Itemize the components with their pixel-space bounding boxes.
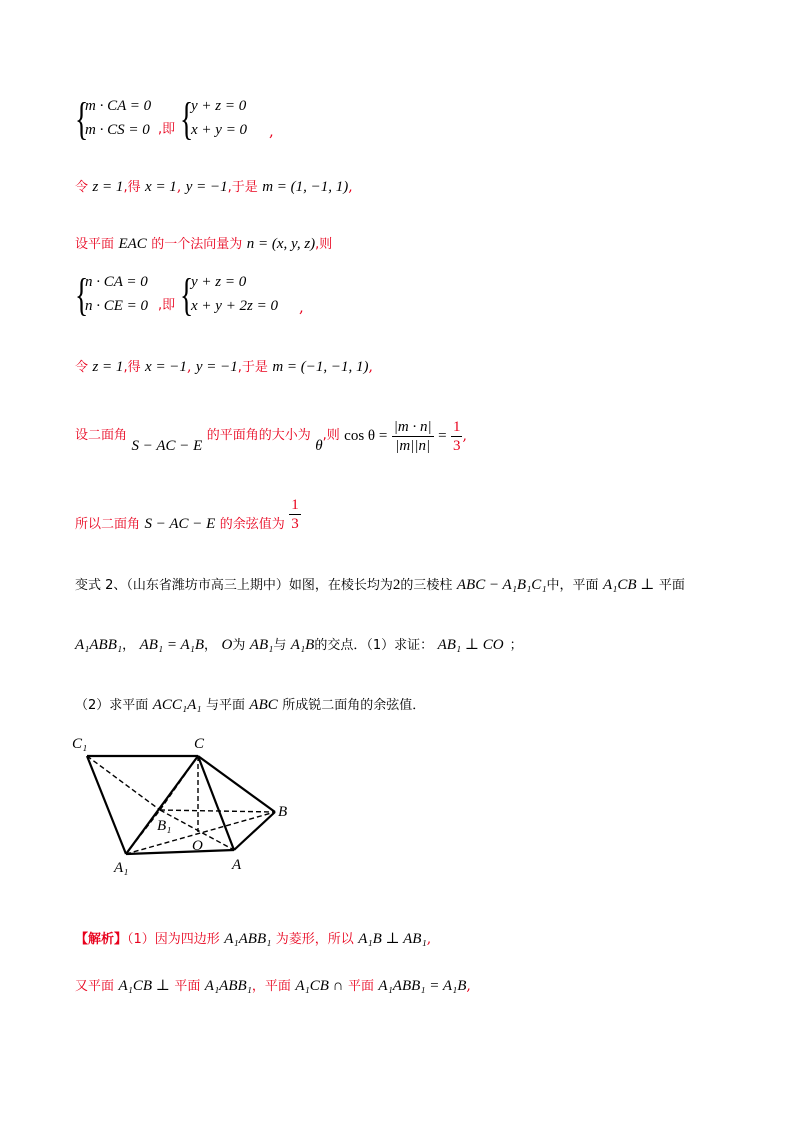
label-A: A (232, 857, 242, 873)
text: ,则 (322, 428, 340, 443)
numerator: |m · n| (393, 418, 432, 435)
label-O: O (192, 838, 203, 854)
math: A₁CB ⊥ (118, 978, 170, 994)
text: 平面 (658, 578, 685, 593)
math: x = −1 (145, 359, 187, 375)
math: A₁ABB₁ (75, 637, 123, 653)
brace: { (180, 269, 194, 320)
text: ,则 (315, 237, 333, 252)
fraction (392, 418, 434, 455)
fraction (451, 418, 463, 455)
end-comma: , (299, 298, 304, 316)
text: ，平面 (251, 979, 291, 994)
text: 的余弦值为 (219, 517, 285, 532)
edge-a1-a (126, 850, 234, 854)
text: 设平面 (75, 237, 115, 252)
label-B: B (278, 804, 288, 820)
edge-a1-b1 (126, 810, 160, 854)
math: m = (−1, −1, 1) (272, 359, 369, 375)
math: 2 (392, 577, 401, 593)
math: ABC − A₁B₁C₁ (456, 577, 547, 593)
analysis-tag: 【解析】 (75, 932, 128, 947)
text: , (176, 179, 182, 195)
solution-line (75, 356, 373, 379)
equation-system-2 (75, 269, 335, 322)
fraction (289, 496, 301, 533)
text: , (466, 978, 471, 994)
text: 平面 (347, 979, 374, 994)
connector-text: ,即 (158, 122, 176, 137)
edge-b1-c (160, 756, 198, 810)
math: y = −1 (195, 359, 238, 375)
math: ACC₁A₁ (152, 697, 202, 713)
text: 与平面 (205, 698, 245, 713)
connector-text: ,即 (158, 298, 176, 313)
brace: { (180, 93, 194, 144)
text: ,得 (123, 180, 141, 195)
text: 令 (75, 180, 89, 195)
brace: { (75, 93, 89, 144)
text: ， (122, 638, 136, 653)
math: x = 1 (145, 179, 177, 195)
eq-row: m · CA = 0 (85, 98, 152, 114)
brace: { (75, 269, 89, 320)
eq-row: x + y = 0 (191, 122, 248, 138)
math: EAC (118, 236, 147, 252)
math: = (438, 428, 447, 444)
solution-line (75, 928, 431, 951)
eq-row: x + y + 2z = 0 (191, 298, 279, 314)
math: AB₁ ⊥ CO (437, 637, 504, 653)
text: 为 (232, 638, 246, 653)
prism-figure (70, 732, 300, 882)
text: 为菱形，所以 (275, 932, 354, 947)
math: cos θ = (344, 428, 388, 444)
text: 又平面 (75, 979, 115, 994)
text: , (348, 179, 353, 195)
text: 中，平面 (546, 578, 599, 593)
text: 的三棱柱 (400, 578, 453, 593)
math: A₁ABB₁ (204, 978, 252, 994)
eq-row: n · CA = 0 (85, 274, 148, 290)
text: （1）因为四边形 (127, 932, 220, 947)
text: 与 (273, 638, 287, 653)
math: A₁ABB₁ = A₁B (378, 978, 467, 994)
math: A₁B (290, 637, 315, 653)
math: y = −1 (185, 179, 228, 195)
math: A₁B ⊥ AB₁ (358, 931, 427, 947)
text: , (426, 931, 432, 947)
solution-line (75, 233, 332, 256)
problem-line (75, 634, 523, 657)
prism-diagram (70, 732, 300, 882)
label-B1: B₁ (157, 818, 172, 834)
denominator: 3 (291, 515, 299, 532)
solution-line (75, 490, 301, 549)
math: S − AC − E (131, 438, 203, 454)
math: θ (315, 438, 323, 454)
text: , (368, 359, 373, 375)
denominator: 3 (452, 437, 461, 454)
text: ,于是 (237, 360, 268, 375)
math: AB₁ (249, 637, 274, 653)
text: , (186, 359, 192, 375)
end-comma: , (269, 122, 274, 140)
math: AB₁ = A₁B (139, 637, 204, 653)
text: ,于是 (227, 180, 258, 195)
math: z = 1 (92, 179, 124, 195)
solution-line (75, 176, 353, 199)
equation-system-1 (75, 93, 305, 146)
solution-line (75, 412, 467, 470)
solution-line (75, 975, 471, 998)
math: ABC (249, 697, 278, 713)
problem-line (75, 574, 685, 597)
math: n = (x, y, z) (246, 236, 316, 252)
text: 的一个法向量为 (151, 237, 243, 252)
edge-b1-b (160, 810, 275, 812)
denominator: |m||n| (395, 437, 431, 454)
text: , (462, 428, 467, 444)
math: A₁CB ∩ (295, 978, 344, 994)
numerator: 1 (291, 496, 299, 513)
text: 设二面角 (75, 428, 128, 443)
math: A₁ABB₁ (224, 931, 272, 947)
math: m = (1, −1, 1) (262, 179, 349, 195)
label-C: C (194, 736, 205, 752)
label-C1: C₁ (72, 736, 88, 752)
eq-row: y + z = 0 (191, 274, 247, 290)
eq-row: n · CE = 0 (85, 298, 149, 314)
text: ,得 (123, 360, 141, 375)
text: 的平面角的大小为 (206, 428, 311, 443)
math: z = 1 (92, 359, 124, 375)
text: ， (204, 638, 218, 653)
text: 平面 (174, 979, 201, 994)
numerator: 1 (452, 418, 461, 435)
text: 所以二面角 (75, 517, 141, 532)
problem-line (75, 694, 425, 717)
text: 所成锐二面角的余弦值． (282, 698, 426, 713)
text: ； (509, 638, 523, 653)
text: 的交点．（1）求证： (314, 638, 434, 653)
edge-a-b (234, 812, 275, 850)
text: 变式 2、（山东省潍坊市高三上期中）如图，在棱长均为 (75, 578, 393, 593)
text: （2）求平面 (75, 698, 149, 713)
label-A1: A₁ (114, 860, 129, 876)
eq-row: m · CS = 0 (85, 122, 150, 138)
math: A₁CB ⊥ (603, 577, 655, 593)
math: S − AC − E (144, 516, 216, 532)
text: 令 (75, 360, 89, 375)
eq-row: y + z = 0 (191, 98, 247, 114)
math: O (221, 637, 233, 653)
